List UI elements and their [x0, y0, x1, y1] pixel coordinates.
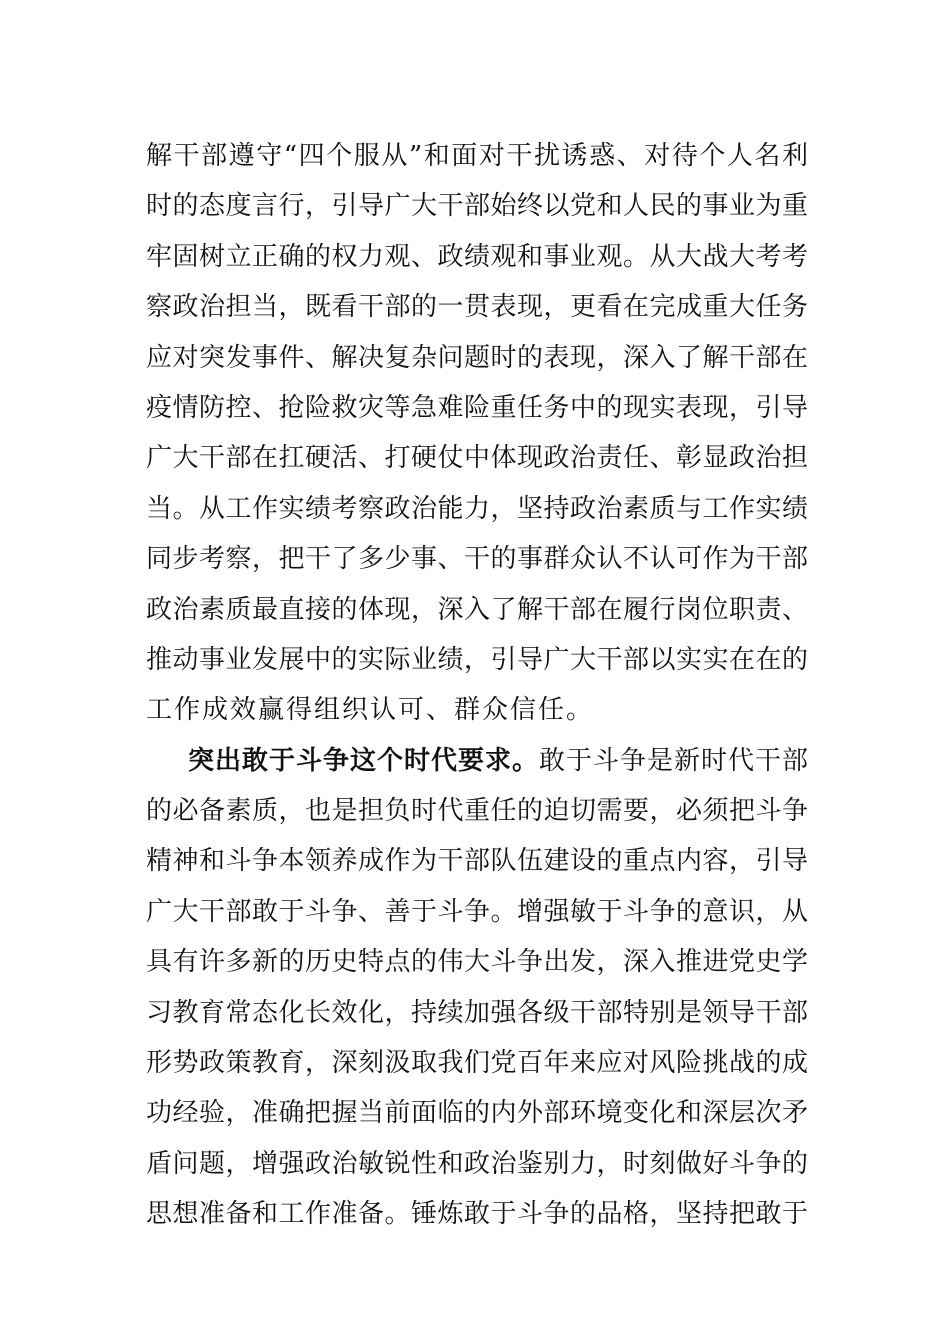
text-line: 应对突发事件、解决复杂问题时的表现，深入了解干部在 [146, 342, 808, 373]
text-line: 形势政策教育，深刻汲取我们党百年来应对风险挑战的成 [146, 1048, 808, 1079]
text-line: 疫情防控、抢险救灾等急难险重任务中的现实表现，引导 [146, 392, 808, 423]
text-line: 牢固树立正确的权力观、政绩观和事业观。从大战大考考 [146, 241, 808, 272]
text-line: 广大干部敢于斗争、善于斗争。增强敏于斗争的意识，从 [146, 896, 808, 927]
paragraph-heading: 突出敢于斗争这个时代要求。 [188, 745, 539, 776]
text-line: 盾问题，增强政治敏锐性和政治鉴别力，时刻做好斗争的 [146, 1148, 808, 1179]
paragraph-first-line [146, 736, 808, 786]
body-text [146, 131, 808, 1240]
text-line: 精神和斗争本领养成作为干部队伍建设的重点内容，引导 [146, 846, 808, 877]
text-line: 解干部遵守“四个服从”和面对干扰诱惑、对待个人名利 [146, 141, 808, 171]
text-line: 功经验，准确把握当前面临的内外部环境变化和深层次矛 [146, 1098, 808, 1129]
text-line: 习教育常态化长效化，持续加强各级干部特别是领导干部 [146, 997, 808, 1028]
text-line: 的必备素质，也是担负时代重任的迫切需要，必须把斗争 [146, 796, 808, 827]
text-line: 具有许多新的历史特点的伟大斗争出发，深入推进党史学 [146, 947, 808, 978]
text-line: 当。从工作实绩考察政治能力，坚持政治素质与工作实绩 [146, 493, 808, 524]
paragraph-2 [146, 736, 808, 1240]
text-line: 工作成效赢得组织认可、群众信任。 [146, 695, 595, 726]
text-line: 推动事业发展中的实际业绩，引导广大干部以实实在在的 [146, 644, 808, 675]
text-line: 时的态度言行，引导广大干部始终以党和人民的事业为重 [146, 191, 808, 222]
text-line: 思想准备和工作准备。锤炼敢于斗争的品格，坚持把敢于 [146, 1199, 808, 1230]
text-line: 同步考察，把干了多少事、干的事群众认不认可作为干部 [146, 544, 808, 575]
text-line: 察政治担当，既看干部的一贯表现，更看在完成重大任务 [146, 292, 808, 323]
paragraph-1 [146, 131, 808, 736]
paragraph-first-line-text: 敢于斗争是新时代干部 [538, 745, 808, 776]
text-line: 广大干部在扛硬活、打硬仗中体现政治责任、彰显政治担 [146, 443, 808, 474]
text-line: 政治素质最直接的体现，深入了解干部在履行岗位职责、 [146, 594, 808, 625]
